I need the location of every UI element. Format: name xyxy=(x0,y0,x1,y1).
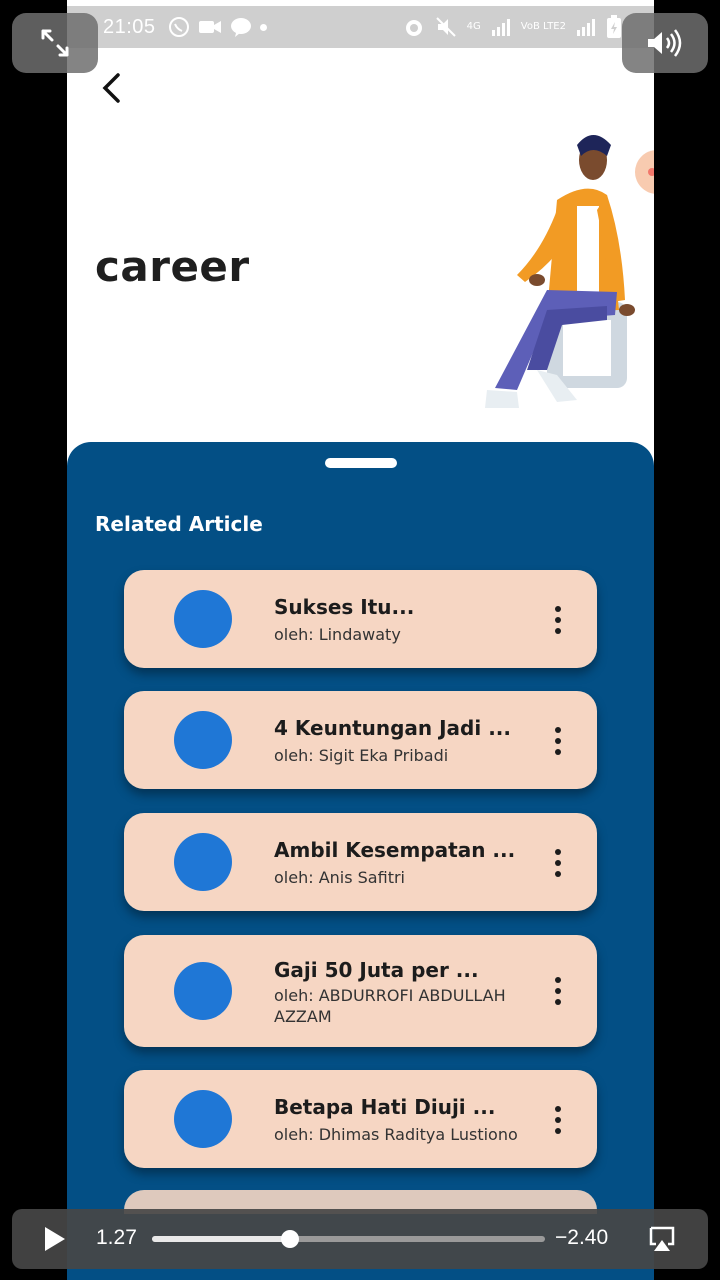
article-card[interactable] xyxy=(124,691,597,789)
lte-label: VoB LTE2 xyxy=(520,21,566,32)
article-thumbnail xyxy=(174,590,232,648)
video-call-icon xyxy=(198,17,222,37)
section-title: Related Article xyxy=(95,512,263,536)
status-bar xyxy=(67,6,654,48)
whatsapp-icon xyxy=(168,16,190,38)
mute-icon xyxy=(435,16,457,38)
article-thumbnail xyxy=(174,1090,232,1148)
battery-icon xyxy=(606,15,622,39)
seek-bar[interactable] xyxy=(152,1236,545,1242)
article-author: oleh: Anis Safitri xyxy=(274,868,405,887)
alarm-icon xyxy=(403,16,425,38)
network-type-label: 4G xyxy=(466,21,481,32)
status-time: 21:05 xyxy=(103,15,156,38)
chat-icon xyxy=(230,17,252,37)
article-title: Ambil Kesempatan ... xyxy=(274,838,516,862)
seek-bar-progress xyxy=(152,1236,290,1242)
phone-screen xyxy=(67,0,654,1280)
article-card[interactable] xyxy=(124,935,597,1047)
article-title: Sukses Itu... xyxy=(274,595,415,619)
airplay-icon[interactable] xyxy=(648,1225,676,1253)
article-title: 4 Keuntungan Jadi ... xyxy=(274,716,511,740)
remaining-time: −2.40 xyxy=(555,1226,609,1249)
current-time: 1.27 xyxy=(96,1226,137,1249)
signal-icon xyxy=(491,17,511,37)
article-author: oleh: Dhimas Raditya Lustiono xyxy=(274,1125,518,1144)
article-title: Betapa Hati Diuji ... xyxy=(274,1095,496,1119)
sheet-handle[interactable] xyxy=(325,458,397,468)
fullscreen-button[interactable] xyxy=(12,13,98,73)
article-author: oleh: ABDURROFI ABDULLAH AZZAM xyxy=(274,986,506,1026)
article-thumbnail xyxy=(174,962,232,1020)
play-icon[interactable] xyxy=(40,1225,68,1253)
related-article-sheet[interactable] xyxy=(67,442,654,1280)
more-vert-icon[interactable] xyxy=(552,849,564,877)
notification-dot-icon xyxy=(260,24,267,31)
article-title: Gaji 50 Juta per ... xyxy=(274,958,479,982)
page-title: career xyxy=(95,242,250,291)
more-vert-icon[interactable] xyxy=(552,727,564,755)
signal-2-icon xyxy=(576,17,596,37)
more-vert-icon[interactable] xyxy=(552,1106,564,1134)
volume-button[interactable] xyxy=(622,13,708,73)
back-button[interactable] xyxy=(93,70,129,106)
article-card[interactable] xyxy=(124,1070,597,1168)
article-thumbnail xyxy=(174,711,232,769)
article-author: oleh: Sigit Eka Pribadi xyxy=(274,746,449,765)
video-player-bar xyxy=(12,1209,708,1269)
expand-icon xyxy=(39,27,71,59)
speaker-icon xyxy=(645,28,685,58)
article-author: oleh: Lindawaty xyxy=(274,625,401,644)
more-vert-icon[interactable] xyxy=(552,606,564,634)
seek-knob[interactable] xyxy=(281,1230,299,1248)
hero-illustration xyxy=(407,120,654,420)
chevron-left-icon xyxy=(100,72,122,104)
more-vert-icon[interactable] xyxy=(552,977,564,1005)
article-thumbnail xyxy=(174,833,232,891)
article-card[interactable] xyxy=(124,570,597,668)
article-card[interactable] xyxy=(124,813,597,911)
